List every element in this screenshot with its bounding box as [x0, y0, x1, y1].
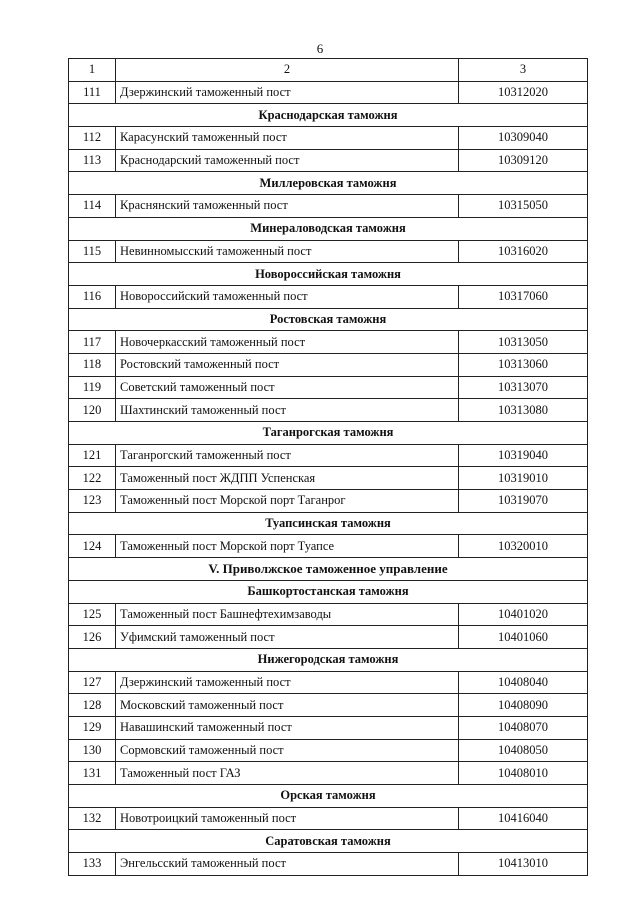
- post-name: Советский таможенный пост: [116, 376, 459, 399]
- post-name: Таможенный пост Башнефтехимзаводы: [116, 603, 459, 626]
- post-name: Таможенный пост ГАЗ: [116, 762, 459, 785]
- post-number: 112: [69, 127, 116, 150]
- table-row: [69, 331, 588, 354]
- post-code: 10313080: [459, 399, 588, 422]
- post-number: 111: [69, 81, 116, 104]
- post-number: 117: [69, 331, 116, 354]
- customs-heading: Краснодарская таможня: [69, 104, 588, 127]
- column-header-name: 2: [116, 59, 459, 82]
- post-code: 10408010: [459, 762, 588, 785]
- column-header-code: 3: [459, 59, 588, 82]
- table-row: [69, 240, 588, 263]
- post-name: Таможенный пост ЖДПП Успенская: [116, 467, 459, 490]
- post-code: 10315050: [459, 195, 588, 218]
- post-code: 10413010: [459, 853, 588, 876]
- post-code: 10401060: [459, 626, 588, 649]
- customs-heading-row: [69, 172, 588, 195]
- customs-heading: Новороссийская таможня: [69, 263, 588, 286]
- table-header-row: [69, 59, 588, 82]
- post-number: 113: [69, 149, 116, 172]
- customs-heading-row: [69, 422, 588, 445]
- customs-heading-row: [69, 785, 588, 808]
- table-row: [69, 716, 588, 739]
- customs-heading: Саратовская таможня: [69, 830, 588, 853]
- customs-heading-row: [69, 104, 588, 127]
- table-row: [69, 490, 588, 513]
- customs-heading: Нижегородская таможня: [69, 648, 588, 671]
- post-number: 114: [69, 195, 116, 218]
- post-code: 10313050: [459, 331, 588, 354]
- post-code: 10408090: [459, 694, 588, 717]
- post-number: 121: [69, 444, 116, 467]
- post-name: Ростовский таможенный пост: [116, 353, 459, 376]
- post-name: Карасунский таможенный пост: [116, 127, 459, 150]
- post-code: 10313060: [459, 353, 588, 376]
- post-name: Новочеркасский таможенный пост: [116, 331, 459, 354]
- table-row: [69, 739, 588, 762]
- post-name: Новороссийский таможенный пост: [116, 285, 459, 308]
- post-name: Дзержинский таможенный пост: [116, 81, 459, 104]
- post-number: 116: [69, 285, 116, 308]
- table-row: [69, 671, 588, 694]
- post-name: Новотроицкий таможенный пост: [116, 807, 459, 830]
- table-row: [69, 81, 588, 104]
- post-name: Таганрогский таможенный пост: [116, 444, 459, 467]
- customs-heading: Миллеровская таможня: [69, 172, 588, 195]
- customs-heading: Минераловодская таможня: [69, 217, 588, 240]
- customs-heading-row: [69, 308, 588, 331]
- post-number: 123: [69, 490, 116, 513]
- post-code: 10309040: [459, 127, 588, 150]
- customs-heading-row: [69, 263, 588, 286]
- table-row: [69, 353, 588, 376]
- post-number: 128: [69, 694, 116, 717]
- post-number: 125: [69, 603, 116, 626]
- table-row: [69, 535, 588, 558]
- table-row: [69, 195, 588, 218]
- customs-heading-row: [69, 830, 588, 853]
- post-code: 10416040: [459, 807, 588, 830]
- customs-posts-table: [68, 58, 588, 876]
- post-number: 127: [69, 671, 116, 694]
- post-name: Таможенный пост Морской порт Туапсе: [116, 535, 459, 558]
- post-name: Уфимский таможенный пост: [116, 626, 459, 649]
- customs-heading-row: [69, 648, 588, 671]
- table-row: [69, 399, 588, 422]
- post-code: 10316020: [459, 240, 588, 263]
- table-body: [69, 59, 588, 876]
- post-number: 132: [69, 807, 116, 830]
- post-code: 10313070: [459, 376, 588, 399]
- table-row: [69, 467, 588, 490]
- post-name: Навашинский таможенный пост: [116, 716, 459, 739]
- table-row: [69, 762, 588, 785]
- post-code: 10319010: [459, 467, 588, 490]
- post-code: 10401020: [459, 603, 588, 626]
- post-name: Невинномысский таможенный пост: [116, 240, 459, 263]
- customs-heading-row: [69, 580, 588, 603]
- post-name: Шахтинский таможенный пост: [116, 399, 459, 422]
- post-number: 124: [69, 535, 116, 558]
- customs-heading: Орская таможня: [69, 785, 588, 808]
- post-name: Энгельсский таможенный пост: [116, 853, 459, 876]
- post-code: 10317060: [459, 285, 588, 308]
- post-name: Сормовский таможенный пост: [116, 739, 459, 762]
- table-row: [69, 694, 588, 717]
- column-header-number: 1: [69, 59, 116, 82]
- customs-heading: Туапсинская таможня: [69, 512, 588, 535]
- post-name: Таможенный пост Морской порт Таганрог: [116, 490, 459, 513]
- table-row: [69, 127, 588, 150]
- customs-heading: Башкортостанская таможня: [69, 580, 588, 603]
- post-number: 115: [69, 240, 116, 263]
- table-row: [69, 853, 588, 876]
- post-name: Московский таможенный пост: [116, 694, 459, 717]
- post-code: 10320010: [459, 535, 588, 558]
- table-row: [69, 807, 588, 830]
- customs-heading: Таганрогская таможня: [69, 422, 588, 445]
- post-code: 10312020: [459, 81, 588, 104]
- customs-heading-row: [69, 217, 588, 240]
- post-name: Краснодарский таможенный пост: [116, 149, 459, 172]
- post-number: 119: [69, 376, 116, 399]
- table-row: [69, 376, 588, 399]
- customs-heading: Ростовская таможня: [69, 308, 588, 331]
- post-code: 10408050: [459, 739, 588, 762]
- post-name: Краснянский таможенный пост: [116, 195, 459, 218]
- post-number: 130: [69, 739, 116, 762]
- post-number: 122: [69, 467, 116, 490]
- post-code: 10319040: [459, 444, 588, 467]
- table-row: [69, 603, 588, 626]
- table-row: [69, 444, 588, 467]
- customs-heading-row: [69, 512, 588, 535]
- post-number: 118: [69, 353, 116, 376]
- department-heading: V. Приволжское таможенное управление: [69, 558, 588, 581]
- post-number: 133: [69, 853, 116, 876]
- post-number: 131: [69, 762, 116, 785]
- page-number: 6: [316, 41, 324, 56]
- post-code: 10408040: [459, 671, 588, 694]
- post-number: 126: [69, 626, 116, 649]
- post-number: 120: [69, 399, 116, 422]
- post-code: 10309120: [459, 149, 588, 172]
- post-name: Дзержинский таможенный пост: [116, 671, 459, 694]
- table-row: [69, 149, 588, 172]
- table-row: [69, 626, 588, 649]
- department-heading-row: [69, 558, 588, 581]
- post-code: 10319070: [459, 490, 588, 513]
- table-row: [69, 285, 588, 308]
- post-code: 10408070: [459, 716, 588, 739]
- post-number: 129: [69, 716, 116, 739]
